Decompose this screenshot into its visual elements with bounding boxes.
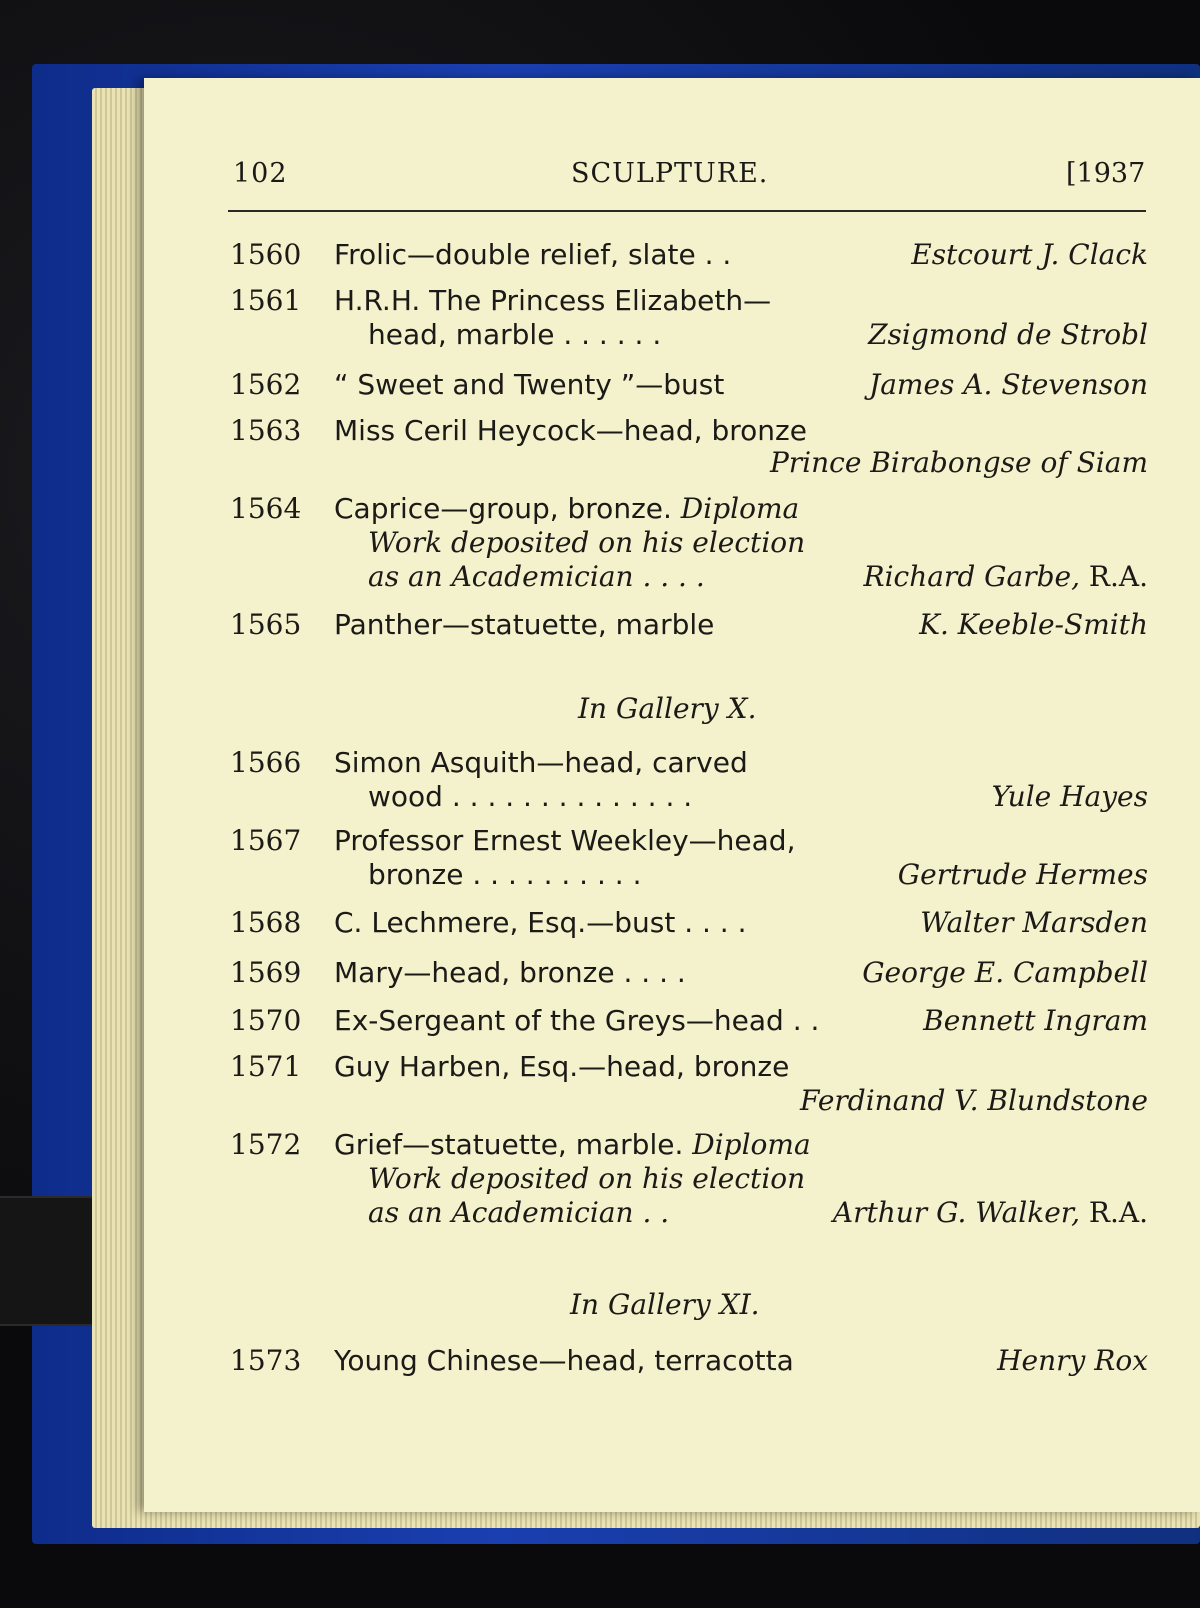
artist-name — [833, 1196, 1148, 1229]
catalogue-number: 1572 — [230, 1128, 302, 1161]
diploma-note: as an Academician . . . . — [368, 560, 705, 593]
artist-name — [863, 560, 1148, 593]
work-title: Ex-Sergeant of the Greys—head . . — [334, 1004, 820, 1037]
academician-suffix: R.A. — [1088, 560, 1148, 593]
artist-name: Zsigmond de Strobl — [868, 318, 1148, 351]
work-title: Mary—head, bronze . . . . — [334, 956, 686, 989]
catalogue-number: 1573 — [230, 1344, 302, 1377]
artist-name: Walter Marsden — [920, 906, 1148, 939]
work-title-text: Grief—statuette, marble. — [334, 1128, 684, 1161]
catalogue-number: 1562 — [230, 368, 302, 401]
catalogue-number: 1561 — [230, 284, 302, 317]
diploma-label: Diploma — [680, 492, 800, 525]
artist-name-text: Arthur G. Walker, — [832, 1196, 1080, 1229]
artist-name: K. Keeble-Smith — [919, 608, 1148, 641]
catalogue-number: 1564 — [230, 492, 302, 525]
catalogue-number: 1560 — [230, 238, 302, 271]
diploma-label: Diploma — [692, 1128, 811, 1161]
diploma-note: Work deposited on his election — [368, 526, 806, 559]
work-title: H.R.H. The Princess Elizabeth— — [334, 284, 772, 317]
artist-name: Ferdinand V. Blundstone — [799, 1084, 1148, 1117]
gallery-heading: In Gallery X. — [578, 692, 757, 725]
work-title: C. Lechmere, Esq.—bust . . . . — [334, 906, 747, 939]
work-title-text: Caprice—group, bronze. — [334, 492, 672, 525]
catalogue-number: 1570 — [230, 1004, 302, 1037]
work-title: Young Chinese—head, terracotta — [334, 1344, 794, 1377]
work-title: Miss Ceril Heycock—head, bronze — [334, 414, 807, 447]
work-title: Simon Asquith—head, carved — [334, 746, 748, 779]
artist-name: Estcourt J. Clack — [911, 238, 1148, 271]
header-rule — [228, 210, 1146, 212]
catalogue-number: 1566 — [230, 746, 302, 779]
catalogue-number: 1565 — [230, 608, 302, 641]
artist-name-text: Richard Garbe, — [863, 560, 1080, 593]
work-title: “ Sweet and Twenty ”—bust — [334, 368, 725, 401]
catalogue-number: 1567 — [230, 824, 302, 857]
catalogue-number: 1571 — [230, 1050, 302, 1083]
work-title: Frolic—double relief, slate . . — [334, 238, 732, 271]
work-title — [334, 1128, 811, 1161]
work-title-continued: head, marble . . . . . . — [368, 318, 662, 351]
work-title: Guy Harben, Esq.—head, bronze — [334, 1050, 790, 1083]
year-label: [1937 — [1066, 158, 1146, 189]
artist-name: Yule Hayes — [991, 780, 1148, 813]
gallery-heading: In Gallery XI. — [570, 1288, 760, 1321]
diploma-note: as an Academician . . — [368, 1196, 670, 1229]
work-title: Panther—statuette, marble — [334, 608, 715, 641]
work-title-continued: bronze . . . . . . . . . . — [368, 858, 642, 891]
work-title — [334, 492, 799, 525]
artist-name: Gertrude Hermes — [897, 858, 1148, 891]
artist-name: George E. Campbell — [862, 956, 1148, 989]
academician-suffix: R.A. — [1088, 1196, 1148, 1229]
catalogue-number: 1568 — [230, 906, 302, 939]
artist-name: Henry Rox — [997, 1344, 1148, 1377]
section-title: SCULPTURE. — [571, 158, 769, 189]
work-title-continued: wood . . . . . . . . . . . . . . — [368, 780, 693, 813]
diploma-note: Work deposited on his election — [368, 1162, 806, 1195]
page-number: 102 — [233, 158, 288, 189]
catalogue-number: 1563 — [230, 414, 302, 447]
artist-name: Prince Birabongse of Siam — [769, 446, 1148, 479]
artist-name: James A. Stevenson — [868, 368, 1148, 401]
artist-name: Bennett Ingram — [923, 1004, 1148, 1037]
work-title: Professor Ernest Weekley—head, — [334, 824, 796, 857]
catalogue-number: 1569 — [230, 956, 302, 989]
